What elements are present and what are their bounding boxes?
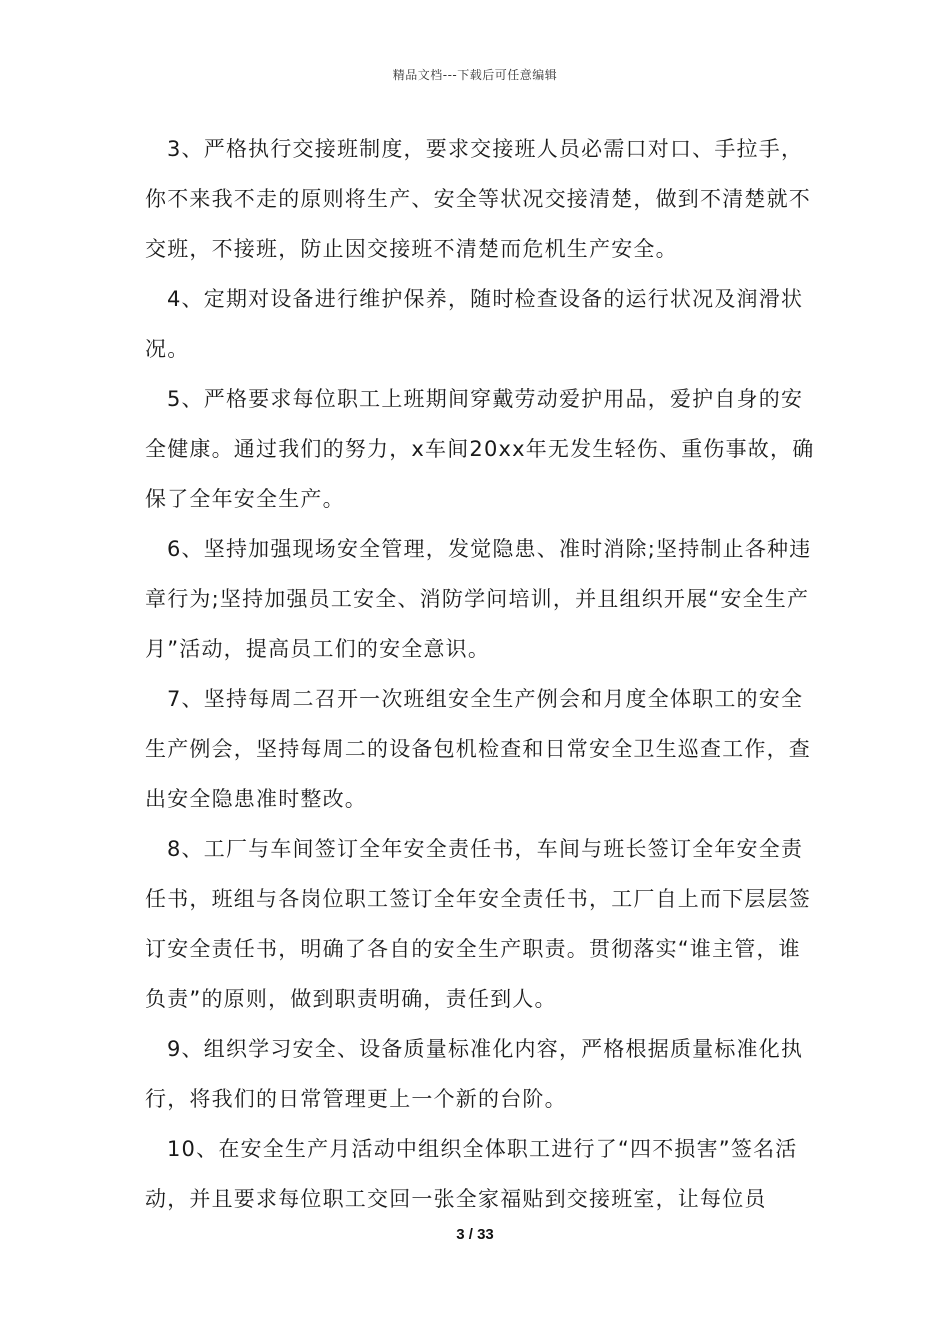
paragraph-item-8: 8、工厂与车间签订全年安全责任书，车间与班长签订全年安全责任书，班组与各岗位职工签订全年安全责任书，工厂自上而下层层签订安全责任书，明确了各自的安全生产职责。贯彻落实“谁主管，谁负责”的原则，做到职责明确，责任到人。 [145, 837, 811, 1011]
paragraph-item-4: 4、定期对设备进行维护保养，随时检查设备的运行状况及润滑状况。 [145, 287, 804, 361]
paragraph-item-10: 10、在安全生产月活动中组织全体职工进行了“四不损害”签名活动，并且要求每位职工交回一张全家福贴到交接班室，让每位员 [145, 1137, 798, 1211]
page-header: 精品文档---下载后可任意编辑 [392, 68, 558, 82]
paragraph-item-6: 6、坚持加强现场安全管理，发觉隐患、准时消除;坚持制止各种违章行为;坚持加强员工安全、消防学问培训，并且组织开展“安全生产月”活动，提高员工们的安全意识。 [145, 537, 812, 661]
paragraph-item-9: 9、组织学习安全、设备质量标准化内容，严格根据质量标准化执行，将我们的日常管理更上一个新的台阶。 [145, 1037, 804, 1111]
page-number: 3 / 33 [456, 1226, 494, 1243]
paragraph-item-3: 3、严格执行交接班制度，要求交接班人员必需口对口、手拉手，你不来我不走的原则将生产、安全等状况交接清楚，做到不清楚就不交班，不接班，防止因交接班不清楚而危机生产安全。 [145, 137, 811, 261]
document-body [145, 124, 815, 1224]
paragraph-item-7: 7、坚持每周二召开一次班组安全生产例会和月度全体职工的安全生产例会，坚持每周二的设备包机检查和日常安全卫生巡查工作，查出安全隐患准时整改。 [145, 687, 811, 811]
paragraph-item-5: 5、严格要求每位职工上班期间穿戴劳动爱护用品，爱护自身的安全健康。通过我们的努力，x车间20xx年无发生轻伤、重伤事故，确保了全年安全生产。 [145, 387, 815, 511]
